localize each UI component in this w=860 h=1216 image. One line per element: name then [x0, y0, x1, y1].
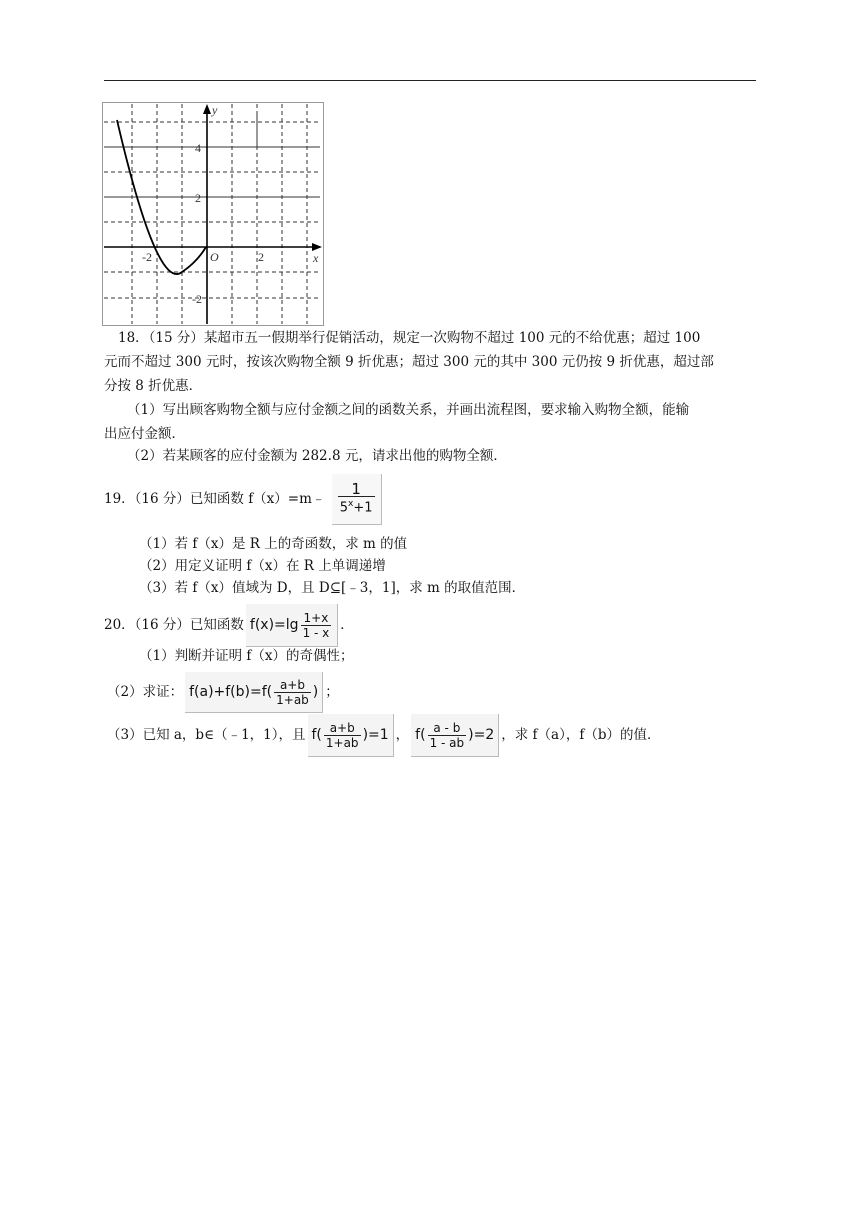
q20-part3-f2-den: 1 - ab — [429, 735, 465, 750]
q19-frac-den-exp: x — [348, 499, 354, 510]
header-rule — [104, 80, 756, 81]
q20-part3-sep: ， — [395, 727, 410, 743]
q20-func-den: 1 - x — [302, 625, 330, 640]
q19-frac-den-tail: +1 — [353, 500, 373, 516]
q20-part3-f2-suffix: )=2 — [468, 727, 495, 743]
q20-part2-den: 1+ab — [276, 692, 309, 707]
q20-part3-f1-den: 1+ab — [325, 735, 359, 750]
q19-intro-text: 19．（16 分）已知函数 f（x）=m﹣ — [104, 491, 326, 507]
q19-frac-den — [338, 496, 375, 515]
q19-part2: （2）用定义证明 f（x）在 R 上单调递增 — [139, 558, 386, 574]
q19-frac-den-base: 5 — [339, 500, 348, 516]
q18-part1-line1: （1）写出顾客购物全额与应付金额之间的函数关系，并画出流程图，要求输入购物全额，能输 — [127, 402, 690, 418]
x-axis-label: x — [313, 251, 319, 265]
q20-function — [246, 604, 338, 647]
origin-label: O — [210, 250, 219, 264]
q20-part1: （1）判断并证明 f（x）的奇偶性； — [139, 648, 354, 664]
tick-label-yneg2: -2 — [192, 292, 202, 306]
q20-part3-label: （3）已知 a，b∈（﹣1，1），且 — [107, 727, 306, 743]
tick-label-y4: 4 — [195, 141, 201, 155]
q19-frac — [338, 482, 375, 515]
q20-part2-label: （2）求证： — [107, 684, 184, 700]
q20-part3 — [107, 714, 660, 757]
q19-part1: （1）若 f（x）是 R 上的奇函数，求 m 的值 — [139, 536, 408, 552]
q20-part2-rhs: ) — [312, 684, 319, 700]
q20-func-num: 1+x — [303, 610, 329, 625]
tick-label-y2: 2 — [195, 191, 201, 205]
q20-func-frac — [301, 611, 332, 640]
q19-fraction — [332, 474, 382, 525]
q18-line2: 元而不超过 300 元时，按该次购物全额 9 折优惠；超过 300 元的其中 300 元仍按 9 折优惠，超过部 — [104, 354, 714, 370]
tick-label-xneg2: -2 — [142, 250, 152, 264]
q19-intro — [104, 474, 384, 525]
q20-part3-f1-frac — [324, 721, 361, 750]
q18-line1: 18．（15 分）某超市五一假期举行促销活动，规定一次购物不超过 100 元的不给优惠；超过 100 — [118, 330, 701, 346]
q20-part3-formula2 — [411, 714, 499, 757]
q20-part2-formula — [185, 672, 323, 713]
q19-part3: （3）若 f（x）值域为 D，且 D⊆[﹣3，1]，求 m 的取值范围． — [139, 580, 526, 596]
q20-part3-f1-prefix: f( — [311, 727, 322, 743]
q20-part3-f2-frac — [428, 721, 467, 750]
q19-frac-num: 1 — [351, 480, 361, 499]
q18-part1-line2: 出应付金额． — [104, 426, 185, 442]
q20-part3-formula1 — [308, 714, 394, 757]
q20-part2-end: ； — [325, 684, 339, 700]
q20-part3-f2-prefix: f( — [415, 727, 426, 743]
q18-line3: 分按 8 折优惠． — [104, 378, 203, 394]
y-axis-label: y — [212, 103, 218, 117]
q20-intro — [104, 604, 354, 647]
q20-part2 — [107, 672, 339, 713]
q20-part3-f1-suffix: )=1 — [362, 727, 389, 743]
q20-part3-end: ，求 f（a），f（b）的值． — [501, 727, 661, 743]
q20-intro-end: ． — [340, 617, 354, 633]
q20-part3-f2-num: a - b — [433, 720, 461, 735]
q20-part3-f1-num: a+b — [329, 720, 355, 735]
q20-part2-frac — [274, 678, 311, 707]
q20-func-prefix: f(x)=lg — [249, 617, 299, 633]
function-graph — [102, 102, 324, 326]
q20-part2-lhs: f(a)+f(b)=f( — [189, 684, 273, 700]
q18-part2: （2）若某顾客的应付金额为 282.8 元，请求出他的购物全额． — [127, 448, 507, 464]
tick-label-x2: 2 — [258, 250, 264, 264]
q20-intro-text: 20．（16 分）已知函数 — [104, 617, 244, 633]
q20-part2-num: a+b — [279, 677, 305, 692]
